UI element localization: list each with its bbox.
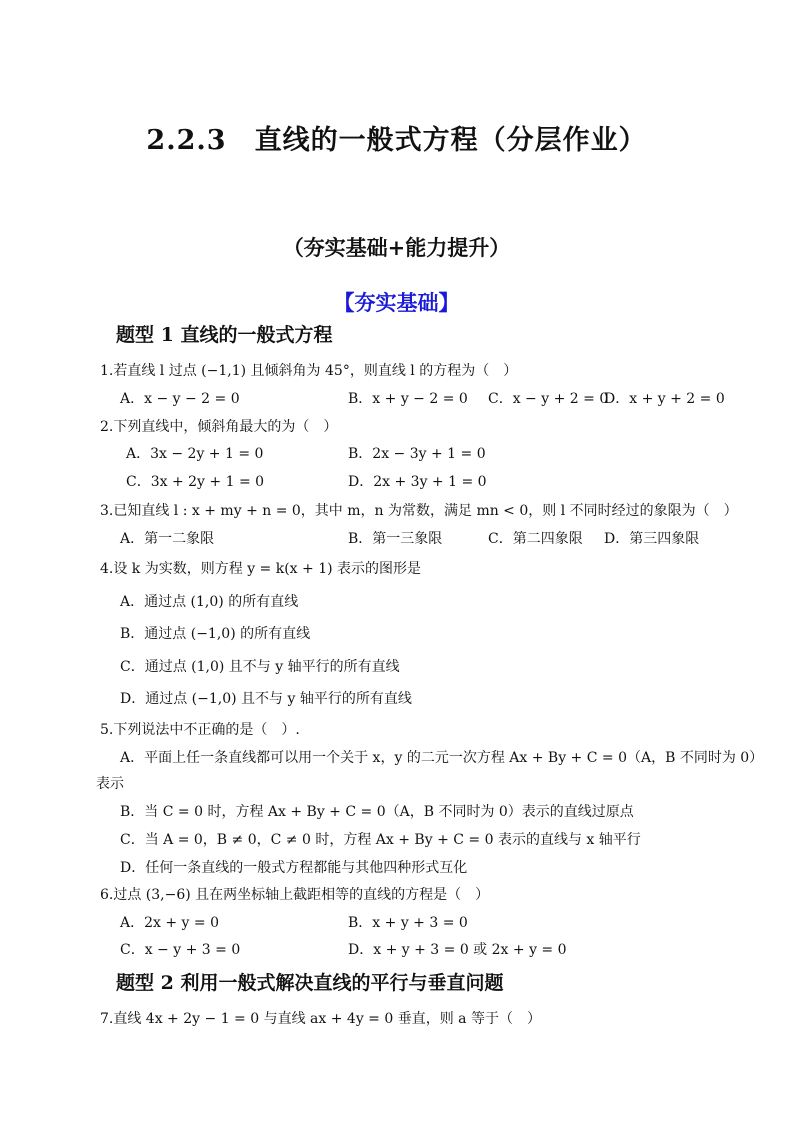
type1-heading: 题型 1 直线的一般式方程 xyxy=(116,324,333,346)
q2-option-d: D．2x + 3y + 1 = 0 xyxy=(348,474,487,490)
q2-option-c: C．3x + 2y + 1 = 0 xyxy=(126,474,265,490)
q6-option-c: C．x − y + 3 = 0 xyxy=(120,942,241,958)
q1-option-a: A．x − y − 2 = 0 xyxy=(120,391,240,407)
q5-option-a: A．平面上任一条直线都可以用一个关于 x，y 的二元一次方程 Ax + By + C = 0（A，B 不同时为 0） xyxy=(120,750,764,766)
q6-option-d: D．x + y + 3 = 0 或 2x + y = 0 xyxy=(348,942,567,958)
q3-option-b: B．第一三象限 xyxy=(348,531,443,547)
section-heading: 【夯实基础】 xyxy=(333,290,460,315)
q4-option-b: B．通过点 (−1,0) 的所有直线 xyxy=(120,626,311,642)
q7-stem: 7.直线 4x + 2y − 1 = 0 与直线 ax + 4y = 0 垂直，则 a 等于（ ） xyxy=(100,1011,541,1027)
q4-option-c: C．通过点 (1,0) 且不与 y 轴平行的所有直线 xyxy=(120,659,400,675)
q6-stem: 6.过点 (3,−6) 且在两坐标轴上截距相等的直线的方程是（ ） xyxy=(100,887,490,903)
q4-option-d: D．通过点 (−1,0) 且不与 y 轴平行的所有直线 xyxy=(120,691,412,707)
q3-option-a: A．第一二象限 xyxy=(120,531,215,547)
q5-stem: 5.下列说法中不正确的是（ ）. xyxy=(100,722,300,738)
q3-option-c: C．第二四象限 xyxy=(488,531,583,547)
q5-option-b: B．当 C = 0 时，方程 Ax + By + C = 0（A，B 不同时为 0）表示的直线过原点 xyxy=(120,804,634,820)
q3-stem: 3.已知直线 l : x + my + n = 0，其中 m，n 为常数，满足 mn < 0，则 l 不同时经过的象限为（ ） xyxy=(100,503,738,519)
q1-option-b: B．x + y − 2 = 0 xyxy=(348,391,468,407)
q1-stem: 1.若直线 l 过点 (−1,1) 且倾斜角为 45°，则直线 l 的方程为（ ） xyxy=(100,363,518,379)
q1-option-c: C．x − y + 2 = 0 xyxy=(488,391,609,407)
q5-option-c: C．当 A = 0，B ≠ 0，C ≠ 0 时，方程 Ax + By + C = 0 表示的直线与 x 轴平行 xyxy=(120,832,641,848)
q5-option-a-cont: 表示 xyxy=(96,776,124,792)
page-title: 2.2.3 直线的一般式方程（分层作业） xyxy=(146,125,647,156)
q2-stem: 2.下列直线中，倾斜角最大的为（ ） xyxy=(100,419,338,435)
q2-option-a: A．3x − 2y + 1 = 0 xyxy=(126,446,264,462)
q2-option-b: B．2x − 3y + 1 = 0 xyxy=(348,446,486,462)
q5-option-d: D．任何一条直线的一般式方程都能与其他四种形式互化 xyxy=(120,860,468,876)
q4-stem: 4.设 k 为实数，则方程 y = k(x + 1) 表示的图形是 xyxy=(100,561,422,577)
q6-option-a: A．2x + y = 0 xyxy=(120,915,219,931)
page-subtitle: （夯实基础+能力提升） xyxy=(282,235,511,260)
q1-option-d: D．x + y + 2 = 0 xyxy=(604,391,725,407)
q6-option-b: B．x + y + 3 = 0 xyxy=(348,915,468,931)
type2-heading: 题型 2 利用一般式解决直线的平行与垂直问题 xyxy=(116,972,504,994)
q3-option-d: D．第三四象限 xyxy=(604,531,700,547)
q4-option-a: A．通过点 (1,0) 的所有直线 xyxy=(120,594,299,610)
